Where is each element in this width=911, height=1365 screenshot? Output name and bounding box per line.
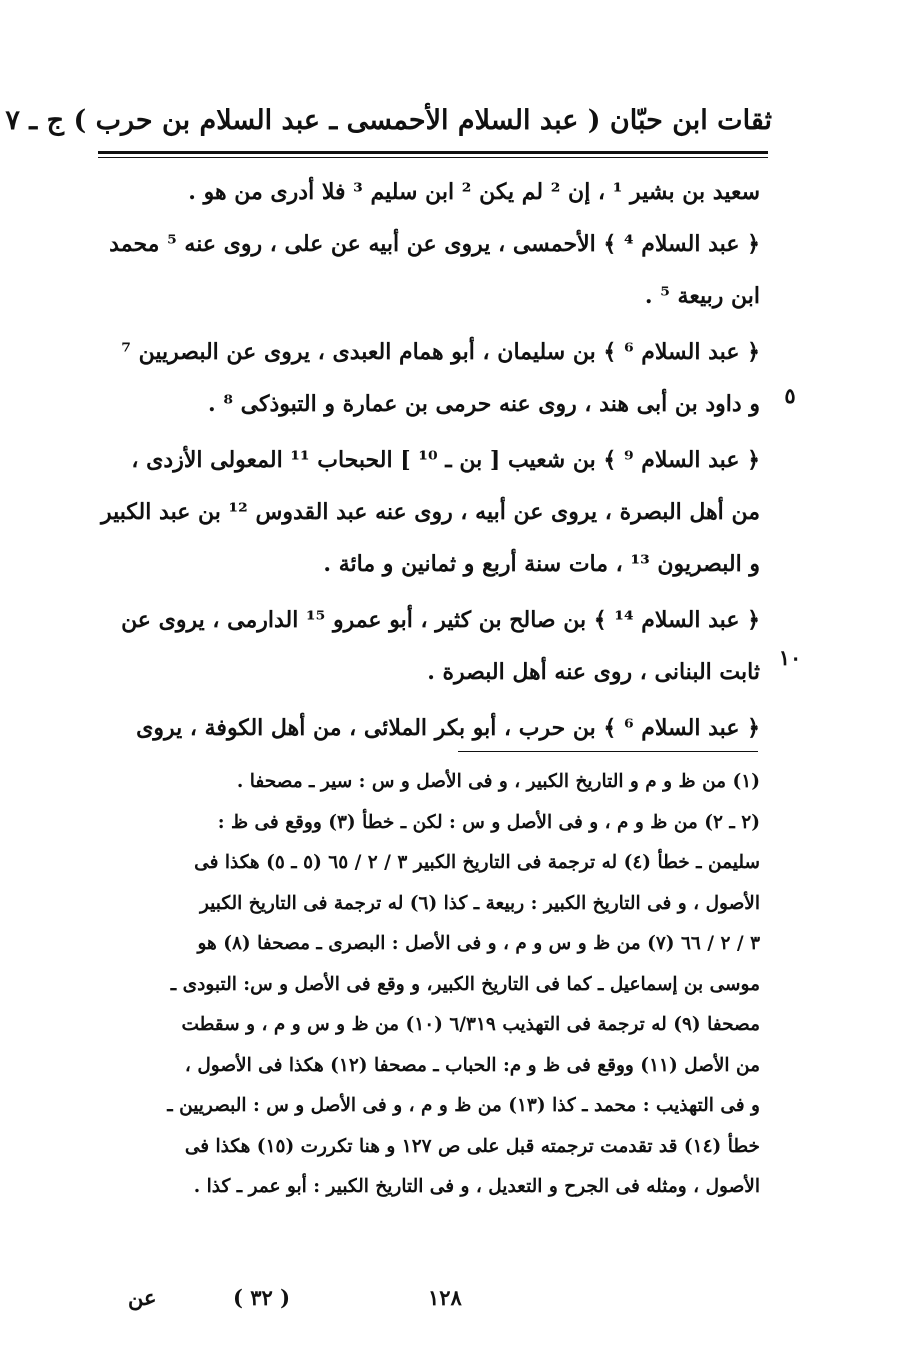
- page-footer: [98, 1278, 760, 1318]
- text-line: ﴿ عبد السلام ⁹ ﴾ بن شعيب [ بن ـ ¹⁰ ] الحبحاب ¹¹ المعولى الأزدى ،: [131, 447, 760, 473]
- main-text: [98, 166, 760, 754]
- text-line: ثابت البنانى ، روى عنه أهل البصرة .: [427, 659, 760, 685]
- footnote-line: موسى بن إسماعيل ـ كما فى التاريخ الكبير، و وقع فى الأصل و س: التبودى ـ: [170, 973, 760, 995]
- running-header: ثقات ابن حبّان ( عبد السلام الأحمسى ـ عبد السلام بن حرب ) ج ـ ٧: [5, 105, 772, 136]
- text-line: ﴿ عبد السلام ⁶ ﴾ بن حرب ، أبو بكر الملائى ، من أهل الكوفة ، يروى: [136, 715, 760, 741]
- page-number: ١٢٨: [428, 1285, 462, 1310]
- text-line: سعيد بن بشير ¹ ، إن ² لم يكن ² ابن سليم ³ فلا أدرى من هو .: [188, 179, 760, 205]
- footnote-line: خطأ (١٤) قد تقدمت ترجمته قبل على ص ١٢٧ و هنا تكررت (١٥) هكذا فى: [184, 1135, 760, 1157]
- text-line: ابن ربيعة ⁵ .: [644, 283, 760, 309]
- margin-line-number: ١٠: [778, 645, 802, 670]
- text-line: و داود بن أبى هند ، روى عنه حرمى بن عمارة و التبوذكى ⁸ .: [208, 391, 760, 417]
- footnote-line: مصحفا (٩) له ترجمة فى التهذيب ٦/٣١٩ (١٠) من ظ و س و م ، و سقطت: [181, 1014, 760, 1035]
- margin-line-number: ٥: [784, 383, 796, 408]
- text-line: ﴿ عبد السلام ⁶ ﴾ بن سليمان ، أبو همام العبدى ، يروى عن البصريين ⁷: [121, 339, 760, 365]
- text-line: من أهل البصرة ، يروى عن أبيه ، روى عنه عبد القدوس ¹² بن عبد الكبير: [100, 499, 760, 525]
- footnote-line: ٣ / ٢ / ٦٦ (٧) من ظ و س و م ، و فى الأصل : البصرى ـ مصحفا (٨) هو: [197, 933, 760, 954]
- footnote-line: سليمن ـ خطأ (٤) له ترجمة فى التاريخ الكبير ٣ / ٢ / ٦٥ (٥ ـ ٥) هكذا فى: [194, 852, 760, 873]
- footnotes: [98, 762, 760, 1208]
- footnote-rule: [458, 751, 758, 752]
- signature-mark: ( ٣٢ ): [233, 1285, 291, 1310]
- footnote-line: (١) من ظ و م و التاريخ الكبير ، و فى الأصل و س : سير ـ مصحفا .: [236, 771, 760, 792]
- catchword: عن: [128, 1285, 157, 1310]
- footnote-line: الأصول ، ومثله فى الجرح و التعديل ، و فى التاريخ الكبير : أبو عمر ـ كذا .: [193, 1176, 760, 1197]
- header-rule-thin: [98, 157, 768, 158]
- footnote-line: الأصول ، و فى التاريخ الكبير : ربيعة ـ كذا (٦) له ترجمة فى التاريخ الكبير: [199, 892, 760, 914]
- text-line: و البصريون ¹³ ، مات سنة أربع و ثمانين و مائة .: [323, 551, 760, 577]
- text-line: ﴿ عبد السلام ⁴ ﴾ الأحمسى ، يروى عن أبيه عن على ، روى عنه ⁵ محمد: [109, 231, 760, 257]
- footnote-line: و فى التهذيب : محمد ـ كذا (١٣) من ظ و م ، و فى الأصل و س : البصريين ـ: [167, 1095, 760, 1116]
- footnote-line: (٢ ـ ٢) من ظ و م ، و فى الأصل و س : لكن ـ خطأ (٣) ووقع فى ظ :: [217, 811, 760, 833]
- text-line: ﴿ عبد السلام ¹⁴ ﴾ بن صالح بن كثير ، أبو عمرو ¹⁵ الدارمى ، يروى عن: [121, 607, 760, 633]
- footnote-line: من الأصل (١١) ووقع فى ظ و م: الحباب ـ مصحفا (١٢) هكذا فى الأصول ،: [184, 1054, 760, 1076]
- header-rule-thick: [98, 151, 768, 154]
